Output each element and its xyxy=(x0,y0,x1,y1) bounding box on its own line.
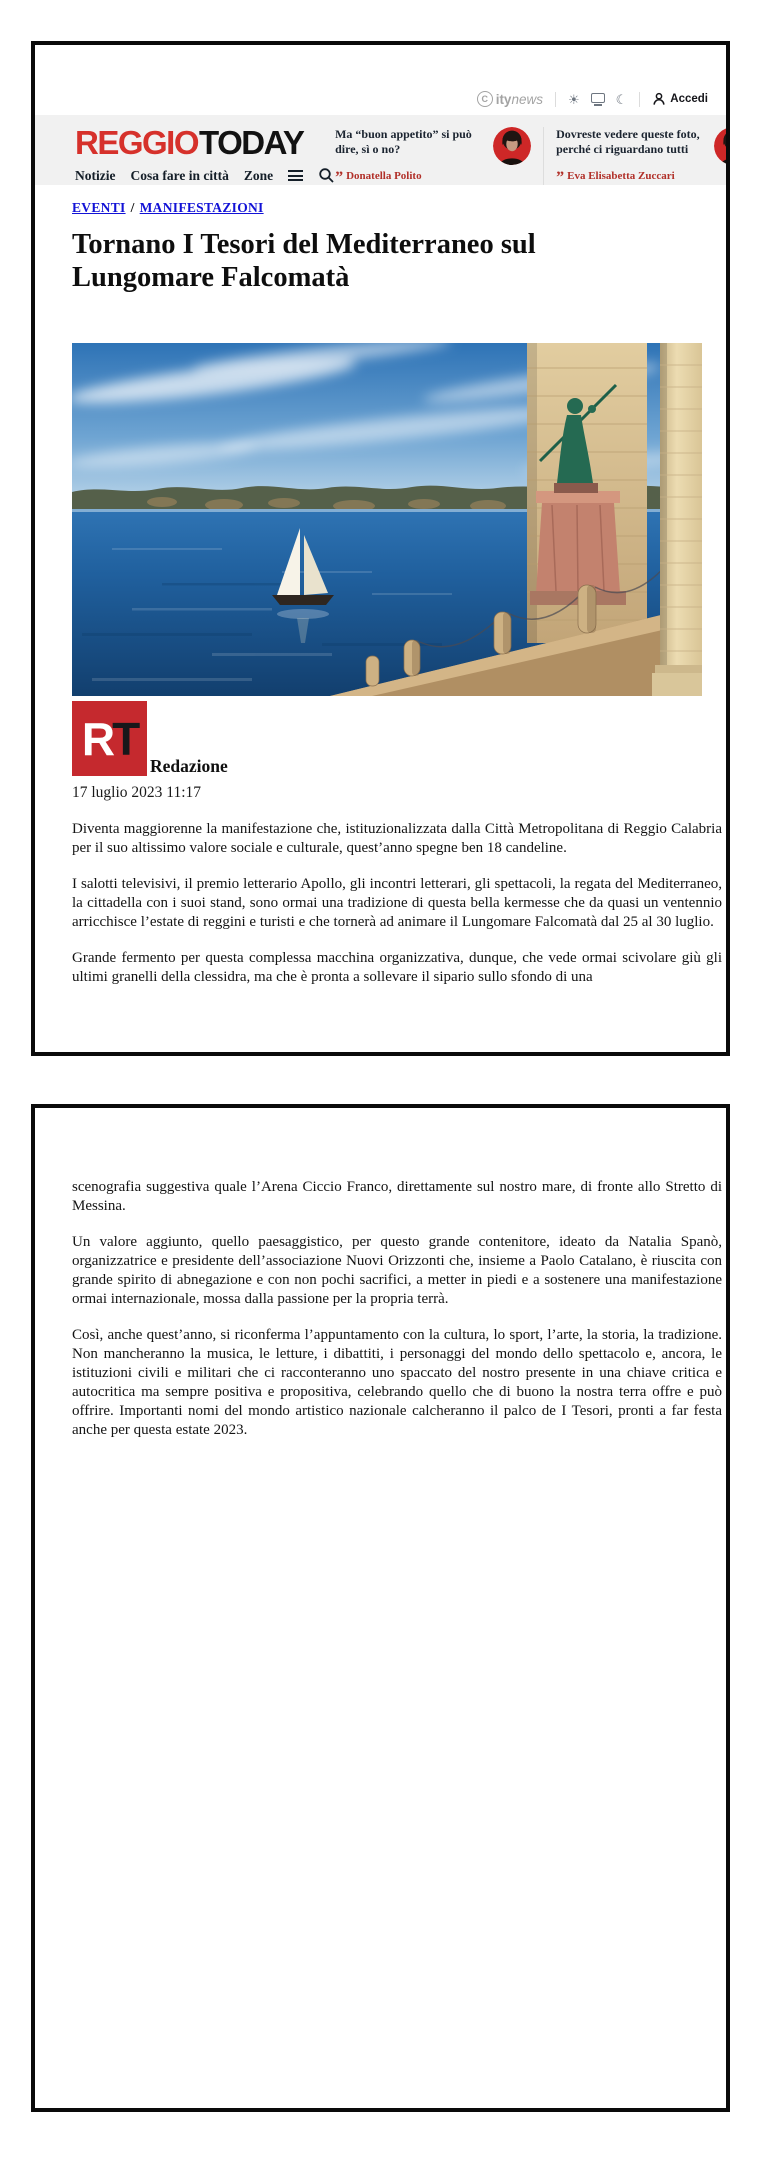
rt-logo-t: T xyxy=(112,712,138,765)
promo-card[interactable] xyxy=(335,127,531,185)
citynews-logo[interactable] xyxy=(477,91,543,107)
login-label: Accedi xyxy=(670,93,708,105)
login-button[interactable] xyxy=(652,92,708,106)
topbar xyxy=(35,87,726,111)
user-icon xyxy=(652,92,666,106)
citynews-wordmark: itynews xyxy=(495,91,543,107)
logo-reggio: REGGIO xyxy=(75,124,199,161)
logo-today: TODAY xyxy=(199,124,304,161)
article-body-part1 xyxy=(72,820,722,987)
article-body-part2 xyxy=(72,1178,722,1440)
author-name[interactable]: Redazione xyxy=(150,756,228,776)
site-header xyxy=(35,115,726,185)
topbar-divider xyxy=(555,92,556,107)
breadcrumb-eventi[interactable]: EVENTI xyxy=(72,200,126,215)
avatar xyxy=(493,127,531,165)
article-title: Tornano I Tesori del Mediterraneo sul Lungomare Falcomatà xyxy=(72,229,536,293)
article-paragraph: Diventa maggiorenne la manifestazione che, istituzionalizzata dalla Città Metropolitana di Reggio Calabria per il suo altissimo valore sociale e culturale, quest’anno spegne ben 18 candeline. xyxy=(72,821,722,856)
nav-item-notizie[interactable]: Notizie xyxy=(75,167,116,183)
site-logo[interactable] xyxy=(75,126,335,159)
main-nav xyxy=(75,167,335,184)
article-paragraph: scenografia suggestiva quale l’Arena Ciccio Franco, direttamente sul nostro mare, di fronte allo Stretto di Messina. xyxy=(72,1179,722,1214)
article-paragraph: Grande fermento per questa complessa macchina organizzativa, dunque, che vede ormai scivolare giù gli ultimi granelli della clessidra, ma che è pronta a sollevare il sipario sullo sfondo di una xyxy=(72,950,722,985)
avatar xyxy=(714,127,730,165)
rt-logo-r: R xyxy=(81,712,113,765)
publish-date: 17 luglio 2023 11:17 xyxy=(72,784,202,801)
promo-card-title[interactable]: Dovreste vedere queste foto, perché ci riguardano tutti xyxy=(556,127,700,156)
header-left xyxy=(75,126,335,185)
article-photo xyxy=(72,343,702,696)
menu-icon[interactable] xyxy=(288,170,303,181)
article-paragraph: Un valore aggiunto, quello paesaggistico, per questo grande contenitore, ideato da Natalia Spanò, organizzatrice e presidente dell’associazione Nuovi Orizzonti che, insieme a Paolo Catalano, è riuscita con grande spirito di abnegazione e con non pochi sacrifici, a metter in piedi e a sostenere una manifestazione ormai internazionale, mossa dalla passione per la propria terrà. xyxy=(72,1234,722,1307)
nav-item-cosa-fare-in-citta[interactable]: Cosa fare in città xyxy=(130,167,229,183)
promo-card-title[interactable]: Ma “buon appetito” si può dire, sì o no? xyxy=(335,127,472,156)
promo-card-author[interactable]: ” Donatella Polito xyxy=(335,169,422,186)
theme-switcher xyxy=(568,93,627,106)
topbar-divider xyxy=(639,92,640,107)
moon-icon[interactable]: ☾ xyxy=(615,91,628,107)
screenshot-frame-2 xyxy=(31,1104,730,2112)
quote-icon: ” xyxy=(556,169,565,186)
promo-card[interactable] xyxy=(543,127,730,185)
sun-icon[interactable]: ☀ xyxy=(567,91,580,107)
byline xyxy=(72,701,726,776)
header-promo-cards xyxy=(335,126,730,185)
citynews-icon: C xyxy=(477,91,493,107)
breadcrumb xyxy=(72,200,726,216)
promo-card-author[interactable]: ” Eva Elisabetta Zuccari xyxy=(556,169,675,186)
screenshot-frame-1 xyxy=(31,41,730,1056)
redazione-logo[interactable] xyxy=(72,701,147,776)
nav-item-zone[interactable]: Zone xyxy=(243,167,274,183)
article-paragraph: I salotti televisivi, il premio letterario Apollo, gli incontri letterari, gli spettacoli, la regata del Mediterraneo, la cittadella con i suoi stand, sono ormai una tradizione di questa bella kermesse che da quasi un ventennio arricchisce l’estate di reggini e turisti e che tornerà ad animare il Lungomare Falcomatà dal 25 al 30 luglio. xyxy=(72,876,722,930)
search-icon[interactable] xyxy=(318,167,335,184)
breadcrumb-manifestazioni[interactable]: MANIFESTAZIONI xyxy=(139,200,264,215)
quote-icon: ” xyxy=(335,169,344,186)
breadcrumb-separator: / xyxy=(130,200,135,215)
display-icon[interactable] xyxy=(591,93,605,103)
article-paragraph: Così, anche quest’anno, si riconferma l’appuntamento con la cultura, lo sport, l’arte, la storia, la tradizione. Non mancheranno la musica, le letture, i dibattiti, i personaggi del mondo dello spettacolo e, ancora, le istituzioni civili e militari che ci racconteranno uno spaccato del nostro presente in una chiave critica e autocritica ma sempre positiva e propositiva, celebrando quello che di buono la nostra terra offre e può offrire. Importanti nomi del mondo artistico nazionale calcheranno il palco de I Tesori, pronti a far festa anche per questa estate 2023. xyxy=(72,1327,722,1438)
